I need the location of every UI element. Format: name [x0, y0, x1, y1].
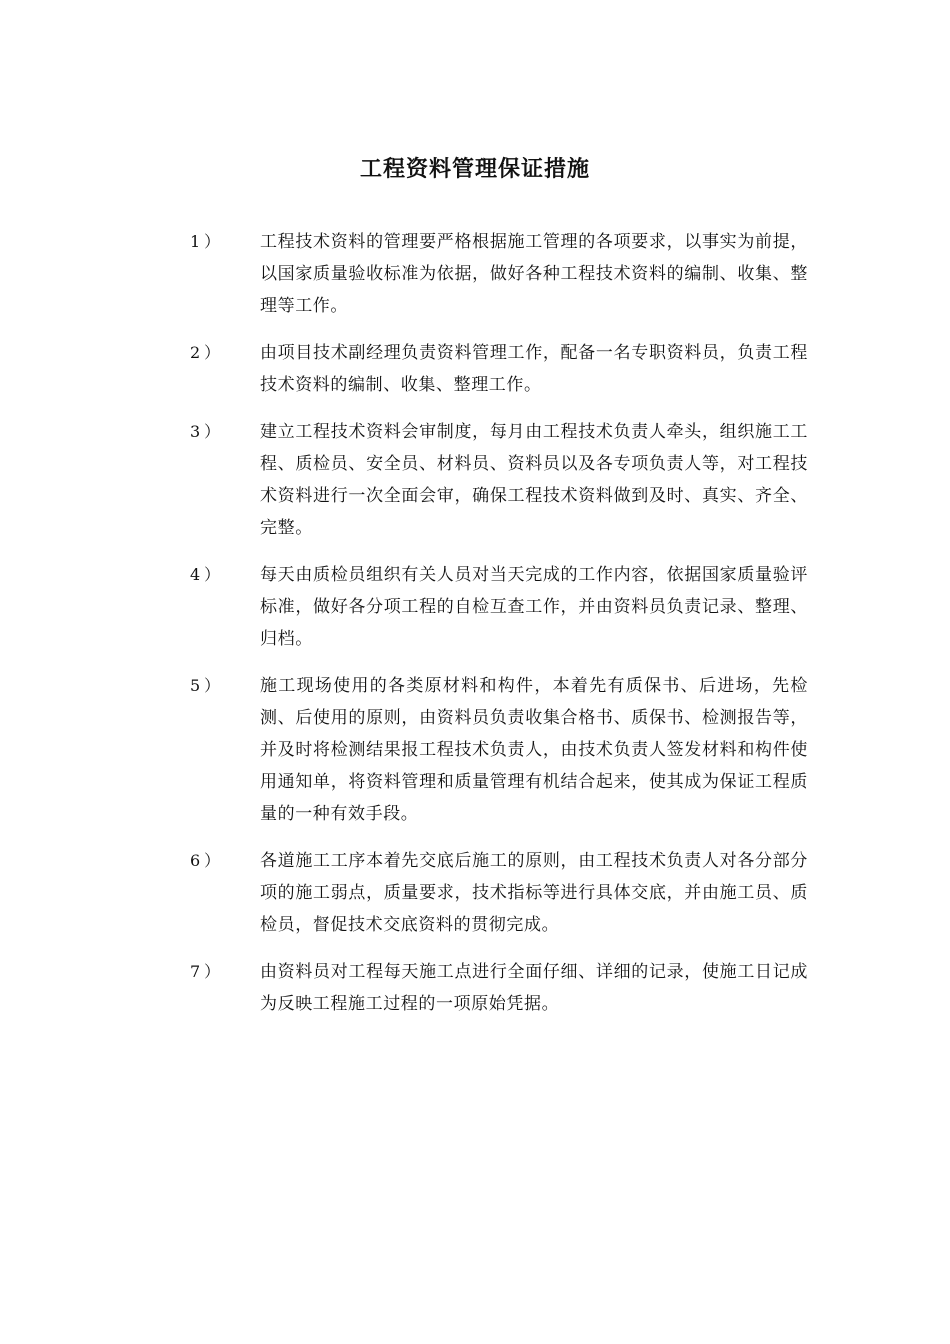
item-number: 1） [190, 232, 225, 251]
item-text: 工程技术资料的管理要严格根据施工管理的各项要求，以事实为前提，以国家质量验收标准为依据，做好各种工程技术资料的编制、收集、整理等工作。 [260, 232, 808, 316]
item-text: 各道施工工序本着先交底后施工的原则，由工程技术负责人对各分部分项的施工弱点，质量要求，技术指标等进行具体交底，并由施工员、质检员，督促技术交底资料的贯彻完成。 [260, 851, 808, 935]
item-text: 每天由质检员组织有关人员对当天完成的工作内容，依据国家质量验评标准，做好各分项工程的自检互查工作，并由资料员负责记录、整理、归档。 [260, 565, 808, 649]
item-text: 施工现场使用的各类原材料和构件，本着先有质保书、后进场，先检测、后使用的原则，由资料员负责收集合格书、质保书、检测报告等，并及时将检测结果报工程技术负责人，由技术负责人签发材料和构件使用通知单，将资料管理和质量管理有机结合起来，使其成为保证工程质量的一种有效手段。 [260, 676, 808, 824]
item-number: 6） [190, 851, 225, 870]
list-item [190, 956, 810, 1020]
item-text: 建立工程技术资料会审制度，每月由工程技术负责人牵头，组织施工工程、质检员、安全员、材料员、资料员以及各专项负责人等，对工程技术资料进行一次全面会审，确保工程技术资料做到及时、真实、齐全、完整。 [260, 422, 808, 538]
list-item [190, 416, 810, 544]
item-number: 7） [190, 962, 225, 981]
list-item [190, 337, 810, 401]
list-item [190, 670, 810, 830]
item-number: 2） [190, 343, 225, 362]
page-title: 工程资料管理保证措施 [359, 156, 590, 182]
item-text: 由资料员对工程每天施工点进行全面仔细、详细的记录，使施工日记成为反映工程施工过程的一项原始凭据。 [260, 962, 808, 1014]
item-number: 5） [190, 676, 225, 695]
item-text: 由项目技术副经理负责资料管理工作，配备一名专职资料员，负责工程技术资料的编制、收集、整理工作。 [260, 343, 808, 395]
list-item [190, 845, 810, 941]
measures-list [190, 226, 810, 1035]
list-item [190, 226, 810, 322]
item-number: 3） [190, 422, 225, 441]
list-item [190, 559, 810, 655]
item-number: 4） [190, 565, 225, 584]
